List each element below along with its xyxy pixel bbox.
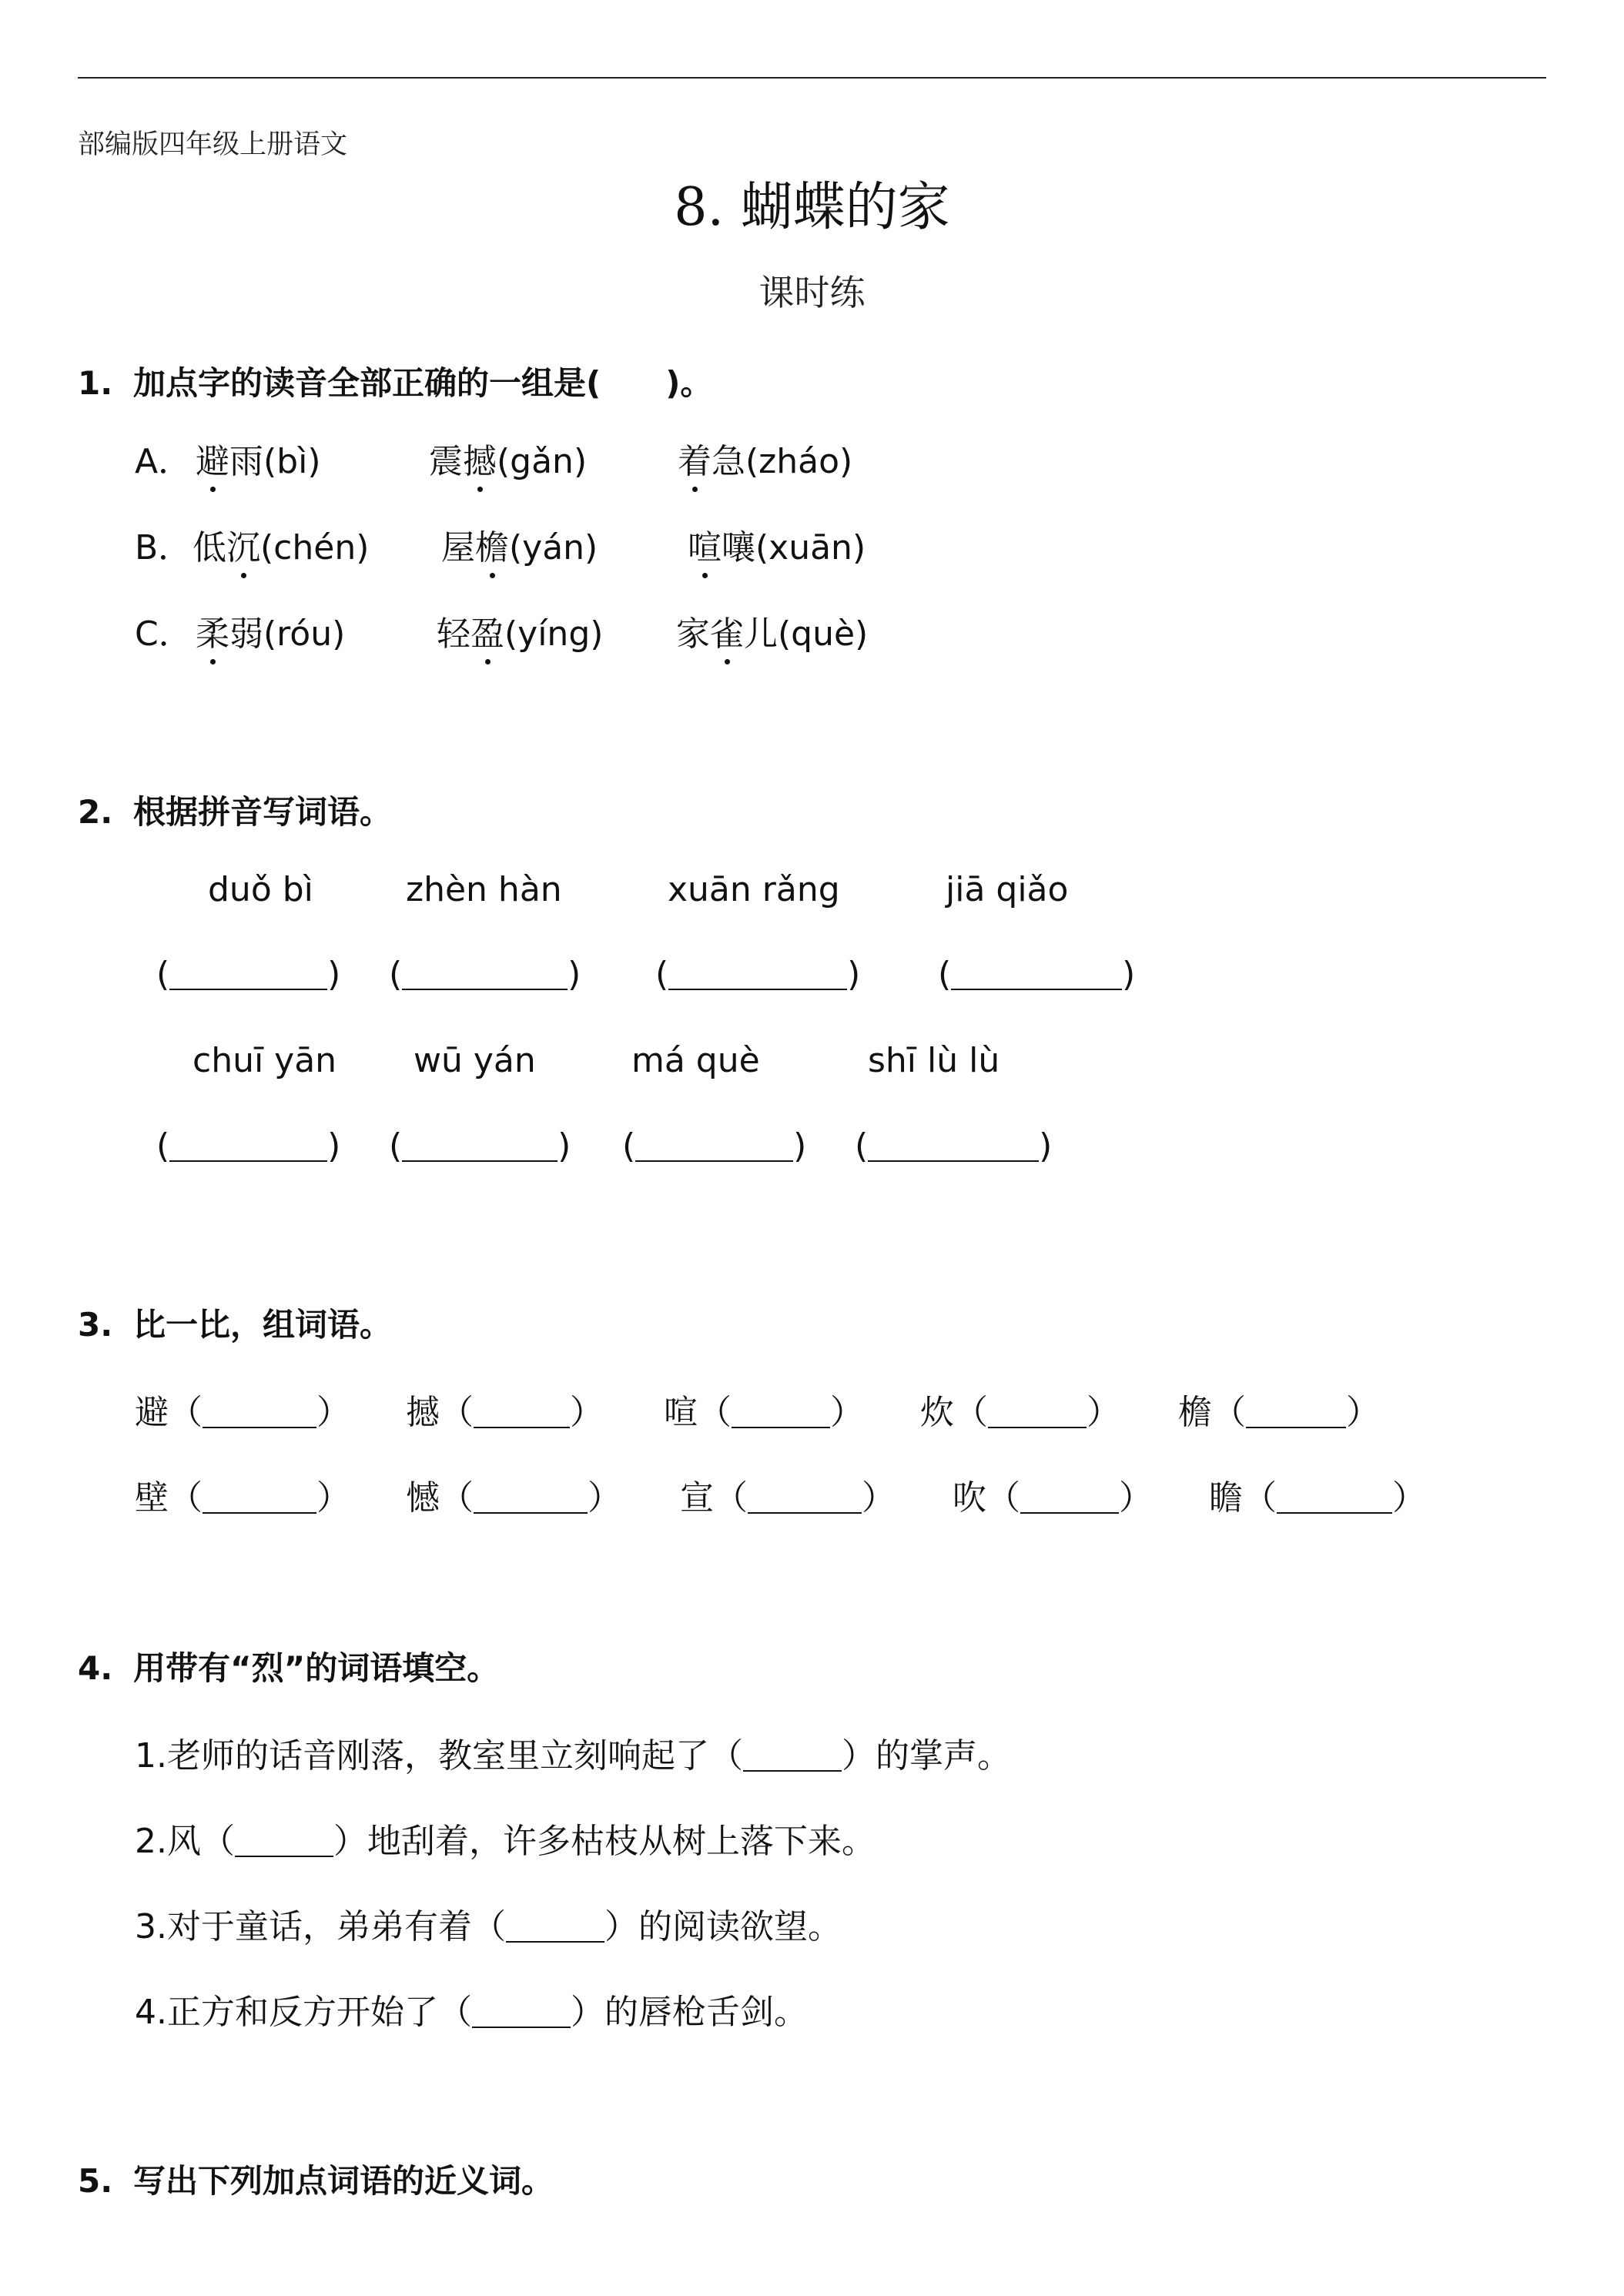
question-number: 4. bbox=[78, 1649, 113, 1687]
pinyin-prompt: jiā qiǎo bbox=[946, 870, 1069, 909]
q1-option-b-label: B． bbox=[135, 528, 193, 567]
q1-option-b-item: 屋檐(yán) bbox=[441, 520, 598, 569]
pinyin-prompt: duǒ bì bbox=[208, 870, 313, 909]
word-group-blank[interactable]: 喧（ ） bbox=[664, 1393, 864, 1432]
page-title: 8. 蝴蝶的家 bbox=[674, 177, 950, 238]
fill-in-sentence[interactable]: 3.对于童话，弟弟有着（ ）的阅读欲望。 bbox=[135, 1907, 842, 1946]
word-group-blank[interactable]: 吹（ ） bbox=[953, 1478, 1153, 1518]
page-subtitle: 课时练 bbox=[758, 272, 866, 313]
pinyin-prompt: xuān rǎng bbox=[668, 870, 840, 909]
question-2-heading bbox=[78, 787, 392, 833]
answer-blank[interactable]: ( ) bbox=[655, 955, 861, 994]
question-number: 1. bbox=[78, 364, 113, 402]
fill-in-sentence[interactable]: 2.风（ ）地刮着，许多枯枝从树上落下来。 bbox=[135, 1822, 876, 1861]
answer-blank[interactable]: ( ) bbox=[156, 1126, 341, 1166]
q1-option-a-item: 着急(zháo) bbox=[678, 433, 852, 483]
question-number: 2. bbox=[78, 793, 113, 831]
question-text: 加点字的读音全部正确的一组是( )。 bbox=[133, 364, 713, 402]
answer-blank[interactable]: ( ) bbox=[622, 1126, 807, 1166]
word-group-blank[interactable]: 撼（ ） bbox=[406, 1393, 604, 1432]
q1-option-b-item: 喧嚷(xuān) bbox=[688, 520, 866, 569]
question-text: 用带有“烈”的词语填空。 bbox=[133, 1649, 500, 1687]
word-group-blank[interactable]: 檐（ ） bbox=[1178, 1393, 1380, 1432]
q1-option-c-item: 家雀儿(què) bbox=[676, 606, 868, 655]
question-3-heading bbox=[78, 1300, 392, 1346]
q1-option-c-item: 柔弱(róu) bbox=[196, 606, 345, 655]
word-group-blank[interactable]: 避（ ） bbox=[135, 1393, 350, 1432]
answer-blank[interactable]: ( ) bbox=[855, 1126, 1053, 1166]
question-5-heading bbox=[78, 2156, 554, 2202]
question-text: 比一比，组词语。 bbox=[133, 1306, 393, 1344]
pinyin-prompt: wū yán bbox=[414, 1041, 536, 1080]
q1-option-c-item: 轻盈(yíng) bbox=[437, 606, 603, 655]
pinyin-prompt: zhèn hàn bbox=[406, 870, 562, 909]
question-1-heading bbox=[78, 358, 712, 404]
answer-blank[interactable]: ( ) bbox=[156, 955, 341, 994]
header-rule bbox=[78, 77, 1546, 79]
q1-option-a-item: 避雨(bì) bbox=[196, 433, 321, 483]
fill-in-sentence[interactable]: 4.正方和反方开始了（ ）的唇枪舌剑。 bbox=[135, 1993, 808, 2032]
q1-option-a-label: A． bbox=[135, 442, 193, 481]
word-group-blank[interactable]: 炊（ ） bbox=[920, 1393, 1120, 1432]
word-group-blank[interactable]: 瞻（ ） bbox=[1209, 1478, 1426, 1518]
q1-option-b-item: 低沉(chén) bbox=[193, 520, 369, 569]
pinyin-prompt: má què bbox=[631, 1041, 760, 1080]
answer-blank[interactable]: ( ) bbox=[389, 955, 581, 994]
answer-blank[interactable]: ( ) bbox=[938, 955, 1136, 994]
question-text: 写出下列加点词语的近义词。 bbox=[133, 2162, 554, 2200]
pinyin-prompt: chuī yān bbox=[193, 1041, 337, 1080]
q1-option-c-label: C． bbox=[135, 614, 193, 654]
pinyin-prompt: shī lù lù bbox=[868, 1041, 1000, 1080]
question-number: 3. bbox=[78, 1306, 113, 1344]
fill-in-sentence[interactable]: 1.老师的话音刚落，教室里立刻响起了（ ）的掌声。 bbox=[135, 1736, 1011, 1776]
word-group-blank[interactable]: 壁（ ） bbox=[135, 1478, 350, 1518]
word-group-blank[interactable]: 宣（ ） bbox=[680, 1478, 896, 1518]
question-4-heading bbox=[78, 1643, 499, 1689]
document-header: 部编版四年级上册语文 bbox=[78, 129, 348, 160]
word-group-blank[interactable]: 憾（ ） bbox=[406, 1478, 621, 1518]
answer-blank[interactable]: ( ) bbox=[389, 1126, 571, 1166]
question-number: 5. bbox=[78, 2162, 113, 2200]
q1-option-a-item: 震撼(gǎn) bbox=[429, 433, 587, 483]
question-text: 根据拼音写词语。 bbox=[133, 793, 393, 831]
